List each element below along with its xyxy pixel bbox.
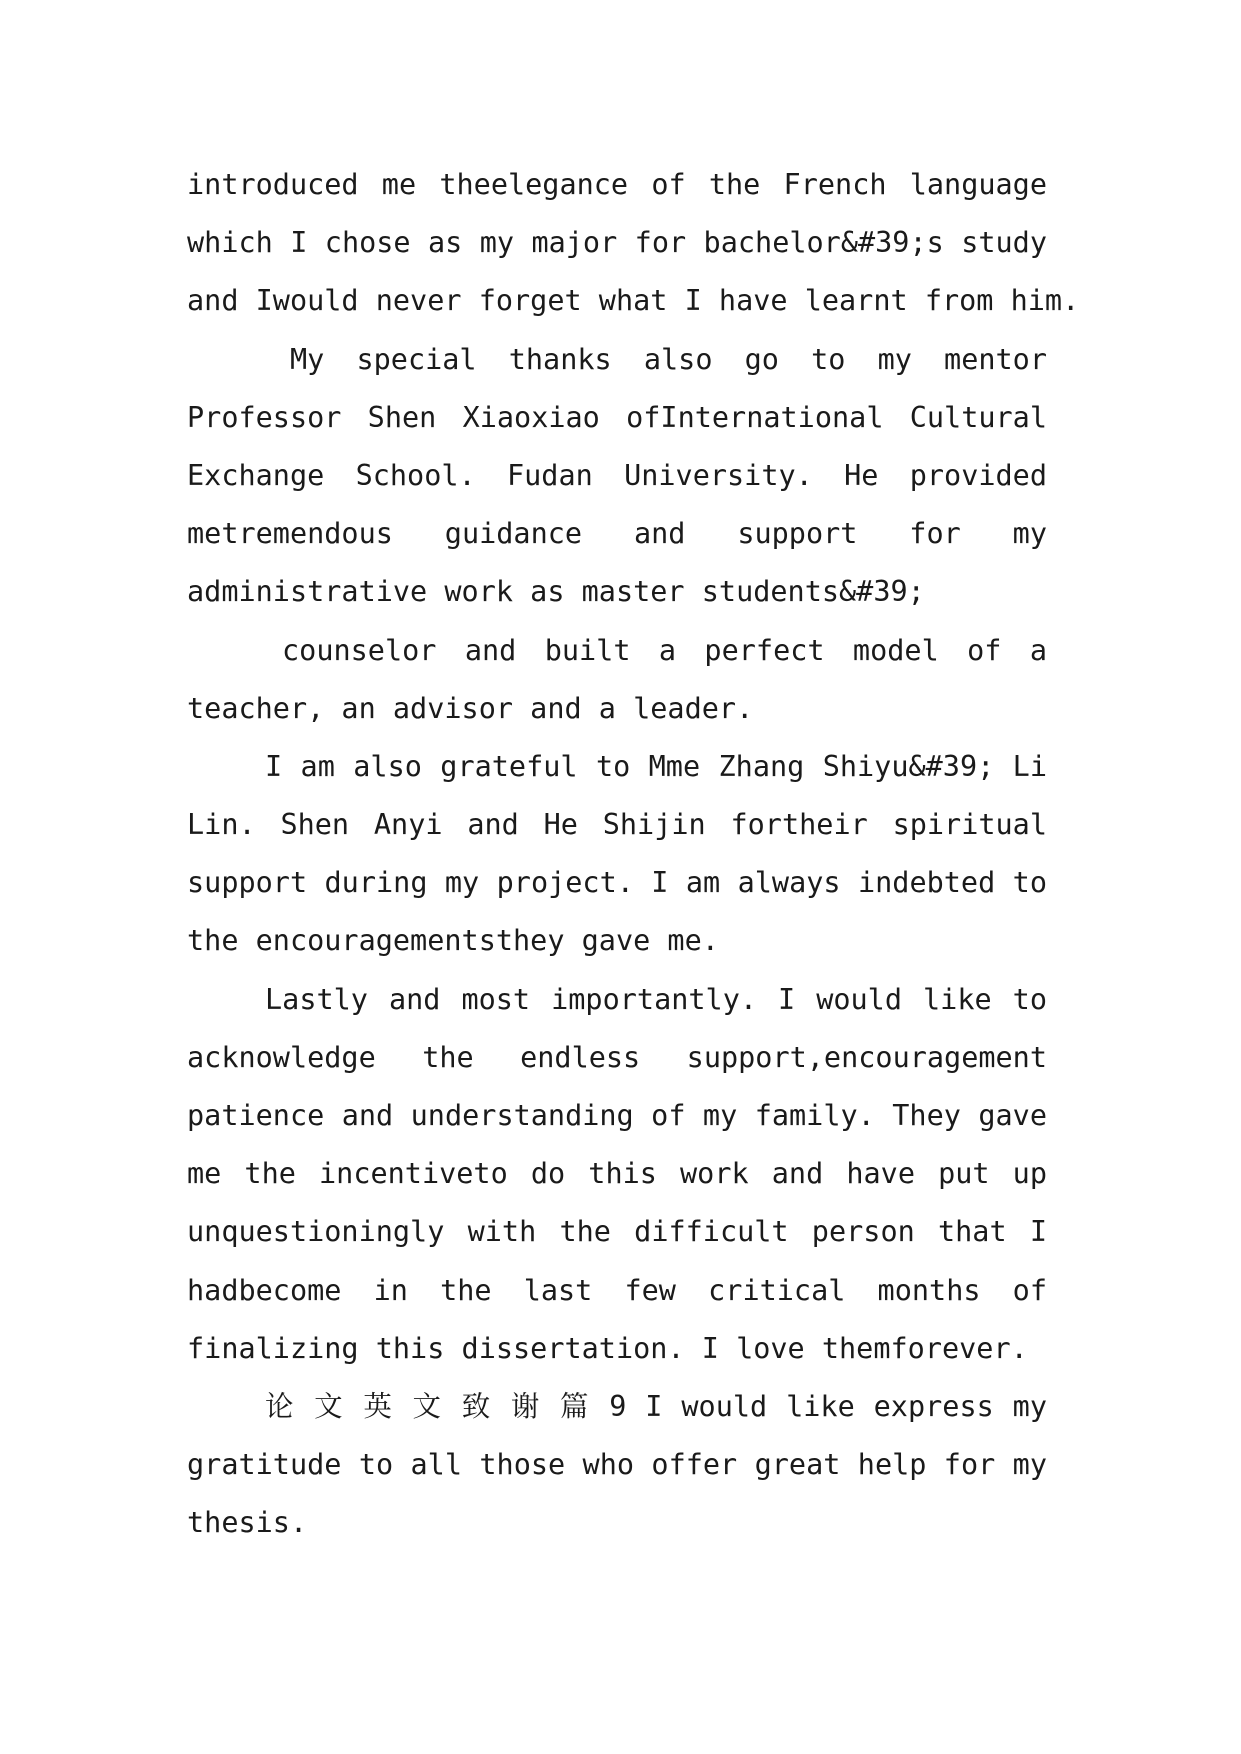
text-line: gratitude to all those who offer great help for my: [187, 1448, 1047, 1482]
text-line: acknowledge the endless support,encouragement: [187, 1040, 1047, 1074]
document-body: [187, 156, 1080, 1553]
text-line: patience and understanding of my family. They gave: [187, 1099, 1047, 1132]
text-line: thesis.: [187, 1506, 308, 1540]
text-line: administrative work as master students&#39;: [187, 575, 925, 609]
text-line: 论 文 英 文 致 谢 篇 9 I would like express my: [265, 1389, 1047, 1423]
text-line: introduced me theelegance of the French language: [187, 168, 1047, 201]
text-line: finalizing this dissertation. I love themforever.: [187, 1331, 1028, 1365]
text-line: Lin. Shen Anyi and He Shijin fortheir spiritual: [187, 808, 1047, 842]
text-line: which I chose as my major for bachelor&#39;s study: [187, 226, 1047, 260]
text-line: counselor and built a perfect model of a: [282, 633, 1047, 667]
text-line: My special thanks also go to my mentor: [290, 342, 1047, 376]
text-line: support during my project. I am always indebted to: [187, 866, 1047, 900]
text-line: me the incentiveto do this work and have put up: [187, 1157, 1047, 1191]
text-line: Lastly and most importantly. I would like to: [265, 982, 1047, 1016]
text-line: the encouragementsthey gave me.: [187, 924, 719, 958]
text-line: Exchange School. Fudan University. He provided: [187, 458, 1047, 492]
text-line: Professor Shen Xiaoxiao ofInternational Cultural: [187, 400, 1047, 434]
text-line: teacher, an advisor and a leader.: [187, 691, 754, 725]
text-line: hadbecome in the last few critical months of: [187, 1273, 1047, 1307]
text-line: metremendous guidance and support for my: [187, 517, 1047, 551]
text-line: I am also grateful to Mme Zhang Shiyu&#39; Li: [265, 749, 1047, 783]
text-line: and Iwould never forget what I have learnt from him.: [187, 284, 1080, 318]
text-line: unquestioningly with the difficult person that I: [187, 1215, 1047, 1249]
